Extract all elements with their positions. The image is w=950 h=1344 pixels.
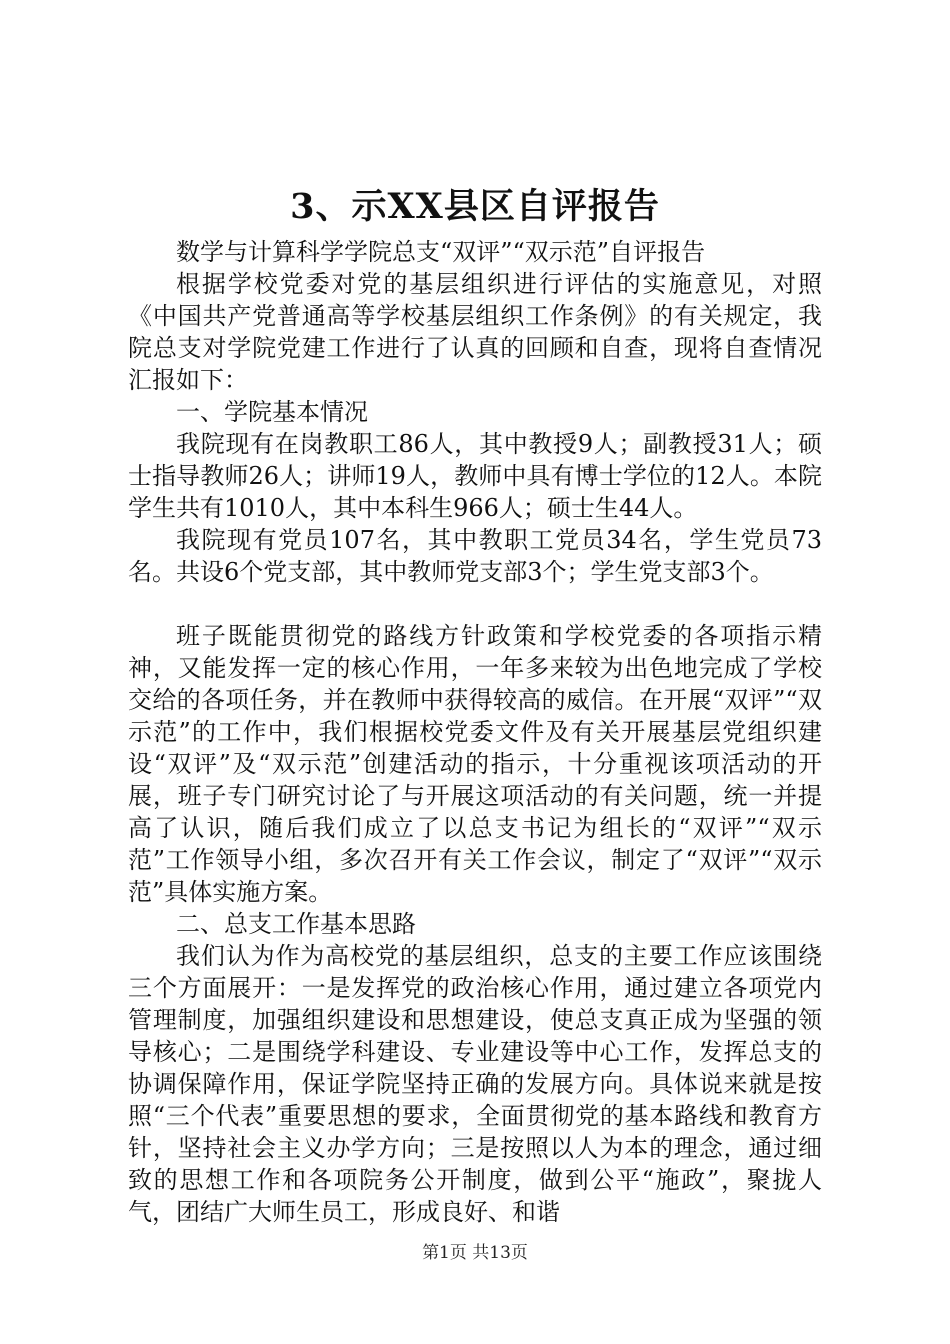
section-heading-work-approach: 二、总支工作基本思路	[176, 910, 416, 938]
section-heading-basic-info: 一、学院基本情况	[176, 398, 368, 426]
document-title: 3、示XX县区自评报告	[290, 186, 660, 227]
paragraph-gap	[128, 588, 822, 620]
report-subtitle: 数学与计算科学学院总支“双评”“双示范”自评报告	[176, 238, 706, 266]
page-total: 共13页	[472, 1243, 528, 1263]
page-footer	[0, 1240, 950, 1266]
work-approach-paragraph: 我们认为作为高校党的基层组织，总支的主要工作应该围绕三个方面展开：一是发挥党的政治核心作用，通过建立各项党内管理制度，加强组织建设和思想建设，使总支真正成为坚强的领导核心；二是围绕学科建设、专业建设等中心工作，发挥总支的协调保障作用，保证学院坚持正确的发展方向。具体说来就是按照“三个代表”重要思想的要求，全面贯彻党的基本路线和教育方针，坚持社会主义办学方向；三是按照以人为本的理念，通过细致的思想工作和各项院务公开制度，做到公平“施政”，聚拢人气，团结广大师生员工，形成良好、和谐	[128, 942, 822, 1226]
party-stats-paragraph: 我院现有党员107名，其中教职工党员34名，学生党员73名。共设6个党支部，其中教师党支部3个；学生党支部3个。	[128, 526, 822, 586]
leadership-paragraph: 班子既能贯彻党的路线方针政策和学校党委的各项指示精神，又能发挥一定的核心作用，一年多来较为出色地完成了学校交给的各项任务，并在教师中获得较高的威信。在开展“双评”“双示范”的工作中，我们根据校党委文件及有关开展基层党组织建设“双评”及“双示范”创建活动的指示，十分重视该项活动的开展，班子专门研究讨论了与开展这项活动的有关问题，统一并提高了认识，随后我们成立了以总支书记为组长的“双评”“双示范”工作领导小组，多次召开有关工作会议，制定了“双评”“双示范”具体实施方案。	[128, 622, 822, 906]
document-body	[128, 236, 822, 1228]
intro-paragraph: 根据学校党委对党的基层组织进行评估的实施意见，对照《中国共产党普通高等学校基层组织工作条例》的有关规定，我院总支对学院党建工作进行了认真的回顾和自查，现将自查情况汇报如下：	[128, 270, 822, 394]
page-number: 第1页	[422, 1243, 467, 1263]
staff-stats-paragraph: 我院现有在岗教职工86人，其中教授9人；副教授31人；硕士指导教师26人；讲师19人，教师中具有博士学位的12人。本院学生共有1010人，其中本科生966人；硕士生44人。	[128, 430, 822, 522]
